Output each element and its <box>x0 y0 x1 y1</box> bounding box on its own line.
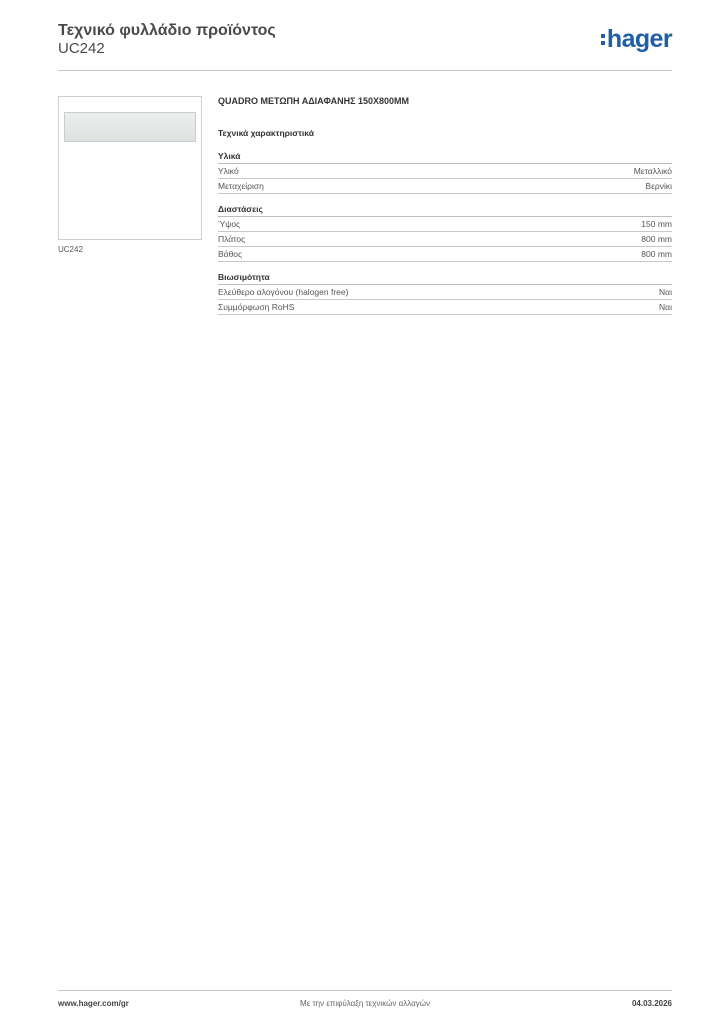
product-code: UC242 <box>58 40 105 57</box>
spec-label: Ύψος <box>218 219 241 229</box>
website-link[interactable]: www.hager.com/gr <box>58 999 129 1008</box>
disclaimer-text: Με την επιφύλαξη τεχνικών αλλαγών <box>300 999 430 1008</box>
group-title: Υλικά <box>218 151 672 164</box>
spec-label: Ελεύθερο αλογόνου (halogen free) <box>218 287 349 297</box>
spec-value: 800 mm <box>641 234 672 244</box>
spec-value: 150 mm <box>641 219 672 229</box>
product-name: QUADRO ΜΕΤΩΠΗ ΑΔΙΑΦΑΝΗΣ 150X800MM <box>218 96 410 106</box>
materials-group <box>218 151 672 194</box>
document-date: 04.03.2026 <box>631 999 672 1008</box>
technical-characteristics-heading: Τεχνικά χαρακτηριστικά <box>218 128 314 138</box>
spec-value: Ναι <box>659 287 672 297</box>
spec-value: Μεταλλικό <box>633 166 672 176</box>
spec-label: Βάθος <box>218 249 243 259</box>
sustainability-group <box>218 272 672 315</box>
page-header <box>58 20 672 71</box>
product-image-caption: UC242 <box>58 245 83 254</box>
spec-label: Υλικό <box>218 166 239 176</box>
spec-row <box>218 179 672 194</box>
group-title: Βιωσιμότητα <box>218 272 672 285</box>
product-image <box>58 96 202 240</box>
group-title: Διαστάσεις <box>218 204 672 217</box>
spec-row <box>218 300 672 315</box>
spec-row <box>218 285 672 300</box>
spec-row <box>218 217 672 232</box>
spec-row <box>218 164 672 179</box>
front-panel-illustration <box>64 112 196 142</box>
logo-dots-icon <box>601 34 605 45</box>
spec-value: Ναι <box>659 302 672 312</box>
product-details <box>218 96 672 325</box>
page-title: Τεχνικό φυλλάδιο προϊόντος <box>58 22 276 39</box>
spec-value: Βερνίκι <box>645 181 672 191</box>
spec-label: Συμμόρφωση RoHS <box>218 302 295 312</box>
dimensions-group <box>218 204 672 262</box>
spec-label: Πλάτος <box>218 234 246 244</box>
spec-row <box>218 232 672 247</box>
spec-row <box>218 247 672 262</box>
hager-logo <box>601 26 672 52</box>
page-footer <box>58 990 672 1008</box>
spec-label: Μεταχείριση <box>218 181 264 191</box>
spec-value: 800 mm <box>641 249 672 259</box>
logo-wordmark: hager <box>606 24 672 53</box>
